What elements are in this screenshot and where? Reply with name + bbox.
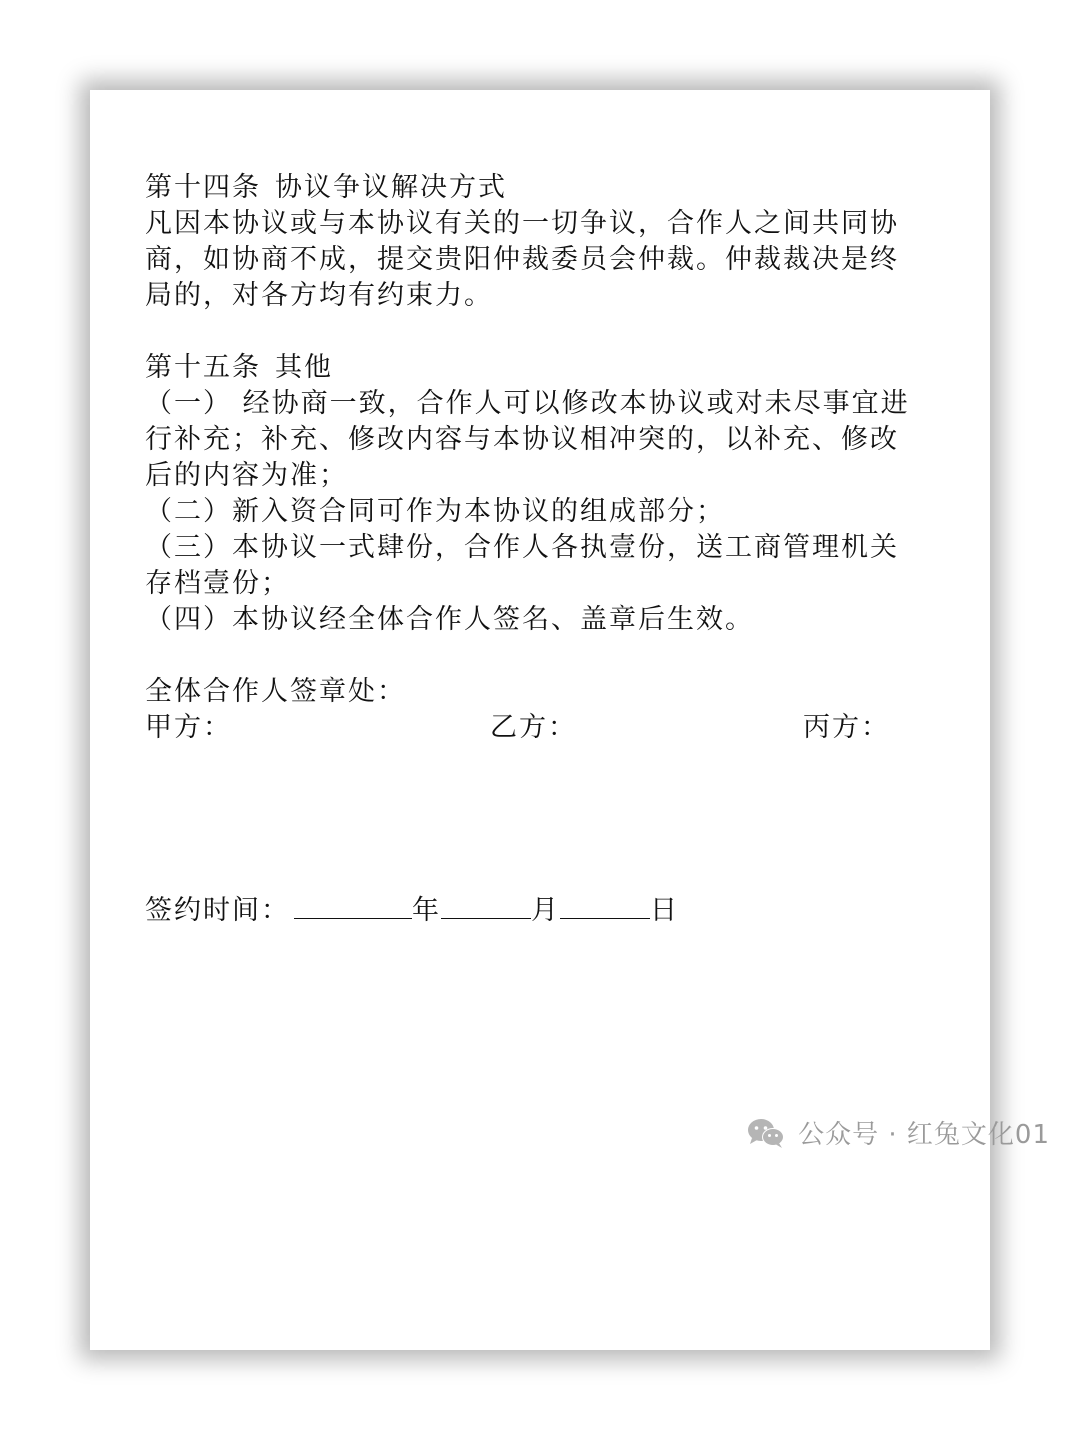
document-content: [145, 170, 945, 746]
party-b-label: 乙方：: [490, 712, 577, 743]
signing-date-label: 签约时间：: [145, 895, 290, 926]
day-label: 日: [650, 895, 679, 926]
paragraph-gap: [145, 638, 945, 674]
article-15-line: （四）本协议经全体合作人签名、盖章后生效。: [145, 604, 754, 635]
paragraph-gap: [145, 314, 945, 350]
article-15-line: 行补充；补充、修改内容与本协议相冲突的，以补充、修改: [145, 424, 899, 455]
article-15-line: （一） 经协商一致，合作人可以修改本协议或对未尽事宜进: [145, 388, 910, 419]
article-15-title: 其他: [275, 352, 333, 383]
month-blank: [441, 892, 531, 919]
document-page: [90, 90, 990, 1350]
article-15-line: 存档壹份；: [145, 568, 290, 599]
year-blank: [294, 892, 412, 919]
article-15-line: （三）本协议一式肆份，合作人各执壹份，送工商管理机关: [145, 532, 899, 563]
signature-heading: 全体合作人签章处：: [145, 676, 406, 707]
article-14-line: 凡因本协议或与本协议有关的一切争议，合作人之间共同协: [145, 208, 899, 239]
party-a-label: 甲方：: [145, 712, 232, 743]
month-label: 月: [531, 895, 560, 926]
signature-parties: [145, 710, 945, 746]
article-15-line: 后的内容为准；: [145, 460, 348, 491]
article-14-line: 局的，对各方均有约束力。: [145, 280, 493, 311]
article-14-line: 商，如协商不成，提交贵阳仲裁委员会仲裁。仲裁裁决是终: [145, 244, 899, 275]
day-blank: [560, 892, 650, 919]
watermark: [746, 1114, 1050, 1151]
article-15-heading: [145, 350, 945, 386]
signing-date-line: [145, 892, 679, 929]
year-label: 年: [412, 895, 441, 926]
article-14-heading: [145, 170, 945, 206]
article-14-number: 第十四条: [145, 172, 261, 203]
article-15-number: 第十五条: [145, 352, 261, 383]
wechat-icon: [746, 1117, 786, 1149]
article-14-title: 协议争议解决方式: [275, 172, 507, 203]
watermark-text: 公众号 · 红兔文化01: [798, 1120, 1050, 1150]
party-c-label: 丙方：: [803, 712, 890, 743]
article-15-line: （二）新入资合同可作为本协议的组成部分；: [145, 496, 725, 527]
